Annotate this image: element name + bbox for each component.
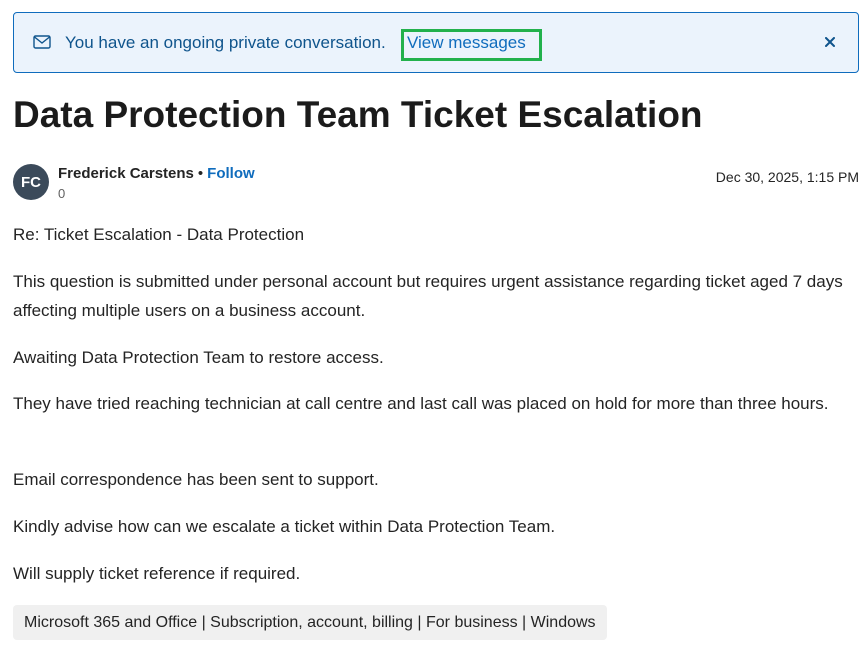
post-paragraph: They have tried reaching technician at call centre and last call was placed on hold for more than three hours. [13, 394, 829, 413]
author-line [58, 164, 255, 183]
post-paragraph: Email correspondence has been sent to support. [13, 470, 379, 489]
post-paragraph: Kindly advise how can we escalate a ticket within Data Protection Team. [13, 517, 556, 536]
topic-tag[interactable]: Microsoft 365 and Office | Subscription, account, billing | For business | Windows [13, 605, 607, 640]
author-reputation: 0 [58, 186, 66, 201]
post-date: Dec 30, 2025, 1:15 PM [715, 169, 859, 185]
page-title: Data Protection Team Ticket Escalation [13, 94, 703, 135]
close-banner-button[interactable] [820, 32, 840, 52]
post-paragraph: Re: Ticket Escalation - Data Protection [13, 225, 305, 244]
banner-message: You have an ongoing private conversation. [65, 33, 386, 52]
private-conversation-banner [13, 12, 859, 73]
close-icon [825, 37, 835, 47]
avatar[interactable] [13, 164, 49, 200]
post-paragraph: This question is submitted under personal account but requires urgent assistance regarding ticket aged 7 days affecting multiple users on a business account. [13, 272, 843, 320]
author-name[interactable]: Frederick Carstens [58, 165, 194, 182]
separator-dot: • [197, 165, 204, 182]
follow-button[interactable]: Follow [207, 165, 255, 182]
view-messages-link[interactable]: View messages [407, 33, 526, 52]
post-paragraph: Awaiting Data Protection Team to restore access. [13, 348, 384, 367]
post-paragraph: Will supply ticket reference if required. [13, 564, 301, 583]
mail-icon [33, 35, 51, 49]
avatar-initials: FC [21, 173, 41, 191]
